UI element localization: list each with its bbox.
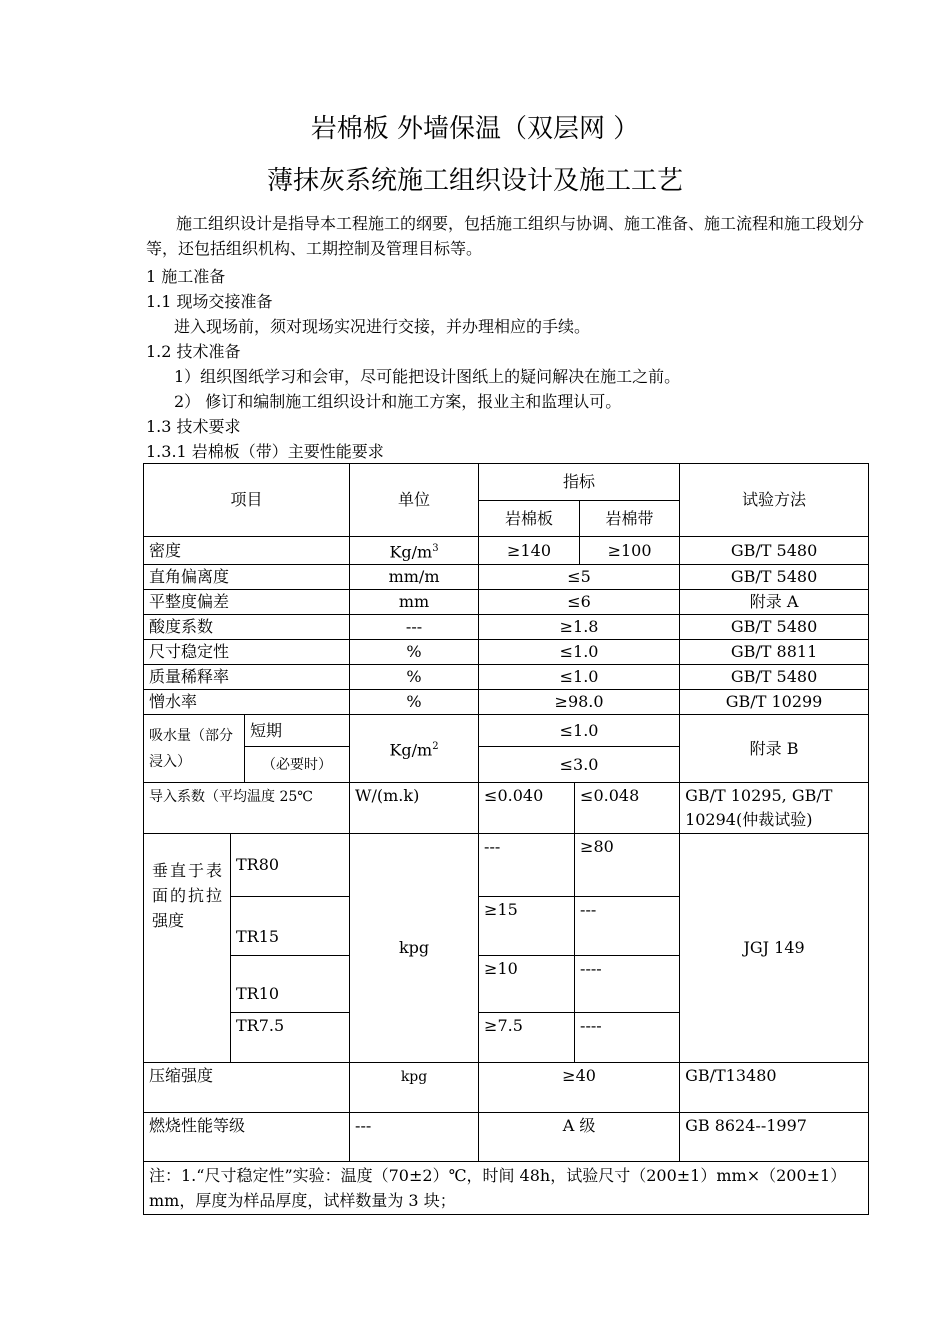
row-unit [350,537,479,565]
row-value: ≤6 [479,590,680,615]
row-method: GB/T 10299 [680,690,869,715]
section-1-2-heading: 1.2 技术准备 [146,342,241,361]
header-strip: 岩棉带 [580,501,680,537]
thermal-unit: W/(m.k) [350,783,479,834]
row-method: GB/T 5480 [680,615,869,640]
water-unit [350,715,479,783]
section-1-1-heading: 1.1 现场交接准备 [146,292,273,311]
unit-sup: 2 [432,741,439,753]
row-unit: mm/m [350,565,479,590]
row-value: ≤5 [479,565,680,590]
section-1-2-item-1: 1）组织图纸学习和会审，尽可能把设计图纸上的疑问解决在施工之前。 [174,367,681,386]
compress-value: ≥40 [479,1063,680,1113]
table-row [144,715,869,747]
tensile-board: ≥15 [479,897,575,956]
header-board: 岩棉板 [479,501,580,537]
header-index: 指标 [479,464,680,501]
row-method: GB/T 5480 [680,537,869,565]
intro-paragraph: 施工组织设计是指导本工程施工的纲要，包括施工组织与协调、施工准备、施工流程和施工段划分等，还包括组织机构、工期控制及管理目标等。 [146,214,865,258]
table-row [144,640,869,665]
row-unit: % [350,665,479,690]
row-method: GB/T 5480 [680,665,869,690]
document-title-line1: 岩棉板 外墙保温（双层网 ） [310,114,640,144]
water-need-value: ≤3.0 [479,747,680,783]
table-row [144,590,869,615]
table-row [144,783,869,834]
section-1-heading: 1 施工准备 [146,267,226,286]
row-strip-value: ≥100 [580,537,680,565]
row-method: 附录 A [680,590,869,615]
unit-text: Kg/m [389,740,433,760]
table-row [144,615,869,640]
thermal-name: 导入系数（平均温度 25℃ [144,783,350,834]
tensile-method: JGJ 149 [680,834,869,1063]
water-name: 吸水量（部分浸入） [144,715,245,783]
tensile-label: TR10 [231,956,350,1013]
row-name: 密度 [144,537,350,565]
row-unit: % [350,690,479,715]
tensile-name: 垂直于表面的抗拉强度 [144,834,231,1063]
section-1-3-heading: 1.3 技术要求 [146,417,241,436]
tensile-label: TR80 [231,834,350,897]
unit-text: Kg/m [389,542,433,562]
row-name: 平整度偏差 [144,590,350,615]
section-1-1-text: 进入现场前，须对现场实况进行交接，并办理相应的手续。 [174,317,591,336]
water-short: 短期 [245,715,350,747]
row-method: GB/T 5480 [680,565,869,590]
tensile-strip: --- [575,897,680,956]
thermal-strip: ≤0.048 [575,783,680,834]
table-header-row [144,464,869,501]
row-unit: % [350,640,479,665]
header-method: 试验方法 [680,464,869,537]
fire-name: 燃烧性能等级 [144,1113,350,1162]
row-value: ≤1.0 [479,640,680,665]
row-value: ≤1.0 [479,665,680,690]
table-row [144,665,869,690]
table-row [144,537,869,565]
thermal-method: GB/T 10295, GB/T 10294(仲裁试验) [680,783,869,834]
table-row [144,1113,869,1162]
table-row [144,1063,869,1113]
row-name: 酸度系数 [144,615,350,640]
table-row [144,565,869,590]
row-name: 直角偏离度 [144,565,350,590]
tensile-strip: ---- [575,956,680,1013]
row-value: ≥98.0 [479,690,680,715]
row-name: 憎水率 [144,690,350,715]
row-value: ≥1.8 [479,615,680,640]
tensile-board: --- [479,834,575,897]
tensile-board: ≥7.5 [479,1013,575,1063]
fire-value: A 级 [479,1113,680,1162]
section-1-2-item-2: 2） 修订和编制施工组织设计和施工方案，报业主和监理认可。 [174,392,622,411]
tensile-strip: ---- [575,1013,680,1063]
tensile-label: TR15 [231,897,350,956]
tensile-board: ≥10 [479,956,575,1013]
section-1-3-1-heading: 1.3.1 岩棉板（带）主要性能要求 [146,442,384,461]
tensile-unit: kpg [350,834,479,1063]
row-name: 尺寸稳定性 [144,640,350,665]
tensile-label: TR7.5 [231,1013,350,1063]
header-item: 项目 [144,464,350,537]
water-method: 附录 B [680,715,869,783]
tensile-strip: ≥80 [575,834,680,897]
performance-table [143,463,869,1215]
fire-unit: --- [350,1113,479,1162]
thermal-board: ≤0.040 [479,783,575,834]
header-unit: 单位 [350,464,479,537]
row-board-value: ≥140 [479,537,580,565]
row-method: GB/T 8811 [680,640,869,665]
compress-unit: kpg [350,1063,479,1113]
table-row [144,690,869,715]
table-note-row [144,1162,869,1215]
table-note: 注：1.“尺寸稳定性”实验：温度（70±2）℃，时间 48h，试验尺寸（200±1）mm×（200±1）mm，厚度为样品厚度，试样数量为 3 块； [144,1162,869,1215]
compress-method: GB/T13480 [680,1063,869,1113]
fire-method: GB 8624--1997 [680,1113,869,1162]
table-row [144,834,869,897]
compress-name: 压缩强度 [144,1063,350,1113]
row-name: 质量稀释率 [144,665,350,690]
row-unit: mm [350,590,479,615]
water-short-value: ≤1.0 [479,715,680,747]
water-need: （必要时） [245,747,350,783]
document-title-line2: 薄抹灰系统施工组织设计及施工工艺 [266,166,683,196]
unit-sup: 3 [432,543,439,554]
row-unit: --- [350,615,479,640]
